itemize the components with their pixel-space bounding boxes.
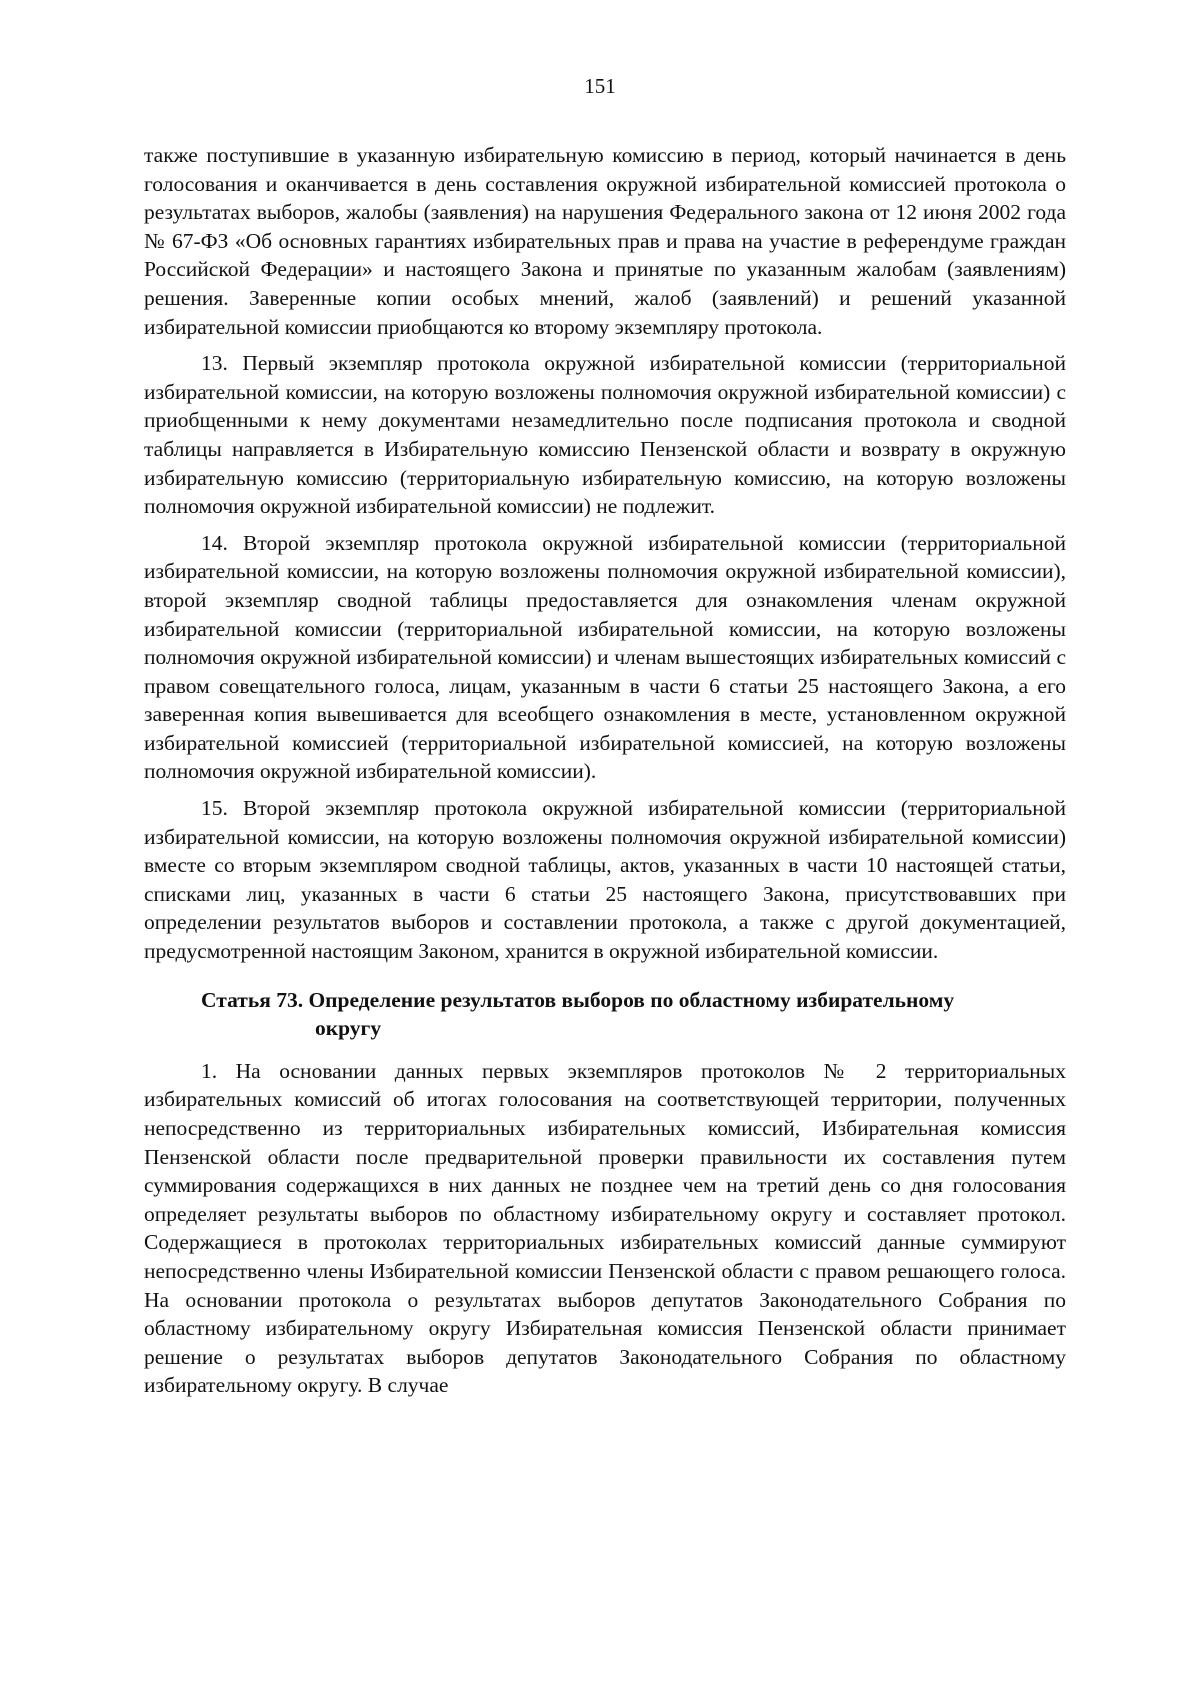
article-heading: [144, 986, 1066, 1043]
paragraph-continuation: также поступившие в указанную избирательную комиссию в период, который начинается в день голосования и оканчивается в день составления окружной избирательной комиссией протокола о результатах выборов, жалобы (заявления) на нарушения Федерального закона от 12 июня 2002 года № 67-ФЗ «Об основных гарантиях избирательных прав и права на участие в референдуме граждан Российской Федерации» и настоящего Закона и принятые по указанным жалобам (заявлениям) решения. Заверенные копии особых мнений, жалоб (заявлений) и решений указанной избирательной комиссии приобщаются ко второму экземпляру протокола.: [144, 143, 1066, 339]
article-heading-line-2: округу: [315, 1016, 382, 1041]
article-heading-line-1: Статья 73. Определение результатов выборов по областному избирательному: [201, 987, 955, 1012]
paragraph-item-14: 14. Второй экземпляр протокола окружной избирательной комиссии (территориальной избирательной комиссии, на которую возложены полномочия окружной избирательной комиссии), второй экземпляр сводной таблицы предоставляется для ознакомления членам окружной избирательной комиссии (территориальной избирательной комиссии, на которую возложены полномочия окружной избирательной комиссии) и членам вышестоящих избирательных комиссий с правом совещательного голоса, лицам, указанным в части 6 статьи 25 настоящего Закона, а его заверенная копия вывешивается для всеобщего ознакомления в месте, установленном окружной избирательной комиссией (территориальной избирательной комиссией, на которую возложены полномочия окружной избирательной комиссии).: [144, 530, 1066, 784]
document-body: [144, 141, 1066, 1408]
paragraph-item-13: 13. Первый экземпляр протокола окружной избирательной комиссии (территориальной избирательной комиссии, на которую возложены полномочия окружной избирательной комиссии) с приобщенными к нему документами незамедлительно после подписания протокола и сводной таблицы направляется в Избирательную комиссию Пензенской области и возврату в окружную избирательную комиссию (территориальную избирательную комиссию, на которую возложены полномочия окружной избирательной комиссии) не подлежит.: [144, 351, 1066, 519]
article-paragraph-1: 1. На основании данных первых экземпляров протоколов № 2 территориальных избирательных комиссий об итогах голосования на соответствующей территории, полученных непосредственно из территориальных избирательных комиссий, Избирательная комиссия Пензенской области после предварительной проверки правильности их составления путем суммирования содержащихся в них данных не позднее чем на третий день со дня голосования определяет результаты выборов по областному избирательному округу и составляет протокол. Содержащиеся в протоколах территориальных избирательных комиссий данные суммируют непосредственно члены Избирательной комиссии Пензенской области с правом решающего голоса. На основании протокола о результатах выборов депутатов Законодательного Собрания по областному избирательному округу Избирательная комиссия Пензенской области принимает решение о результатах выборов депутатов Законодательного Собрания по областному избирательному округу. В случае: [144, 1058, 1066, 1398]
page-number: 151: [584, 74, 616, 98]
paragraph-item-15: 15. Второй экземпляр протокола окружной избирательной комиссии (территориальной избирательной комиссии, на которую возложены полномочия окружной избирательной комиссии) вместе со вторым экземпляром сводной таблицы, актов, указанных в части 10 настоящей статьи, списками лиц, указанных в части 6 статьи 25 настоящего Закона, присутствовавших при определении результатов выборов и составлении протокола, а также с другой документацией, предусмотренной настоящим Законом, хранится в окружной избирательной комиссии.: [144, 796, 1066, 964]
